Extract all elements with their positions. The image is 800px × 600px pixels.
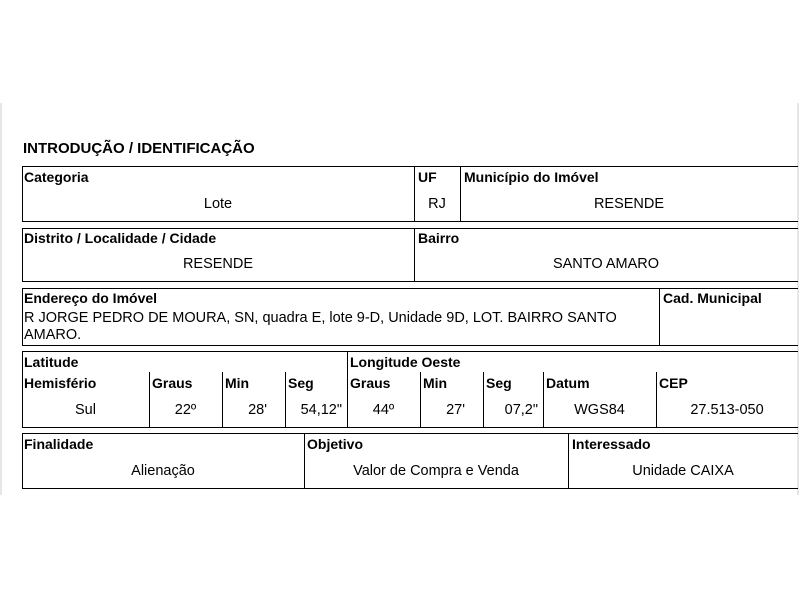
lat-graus-value: 22º <box>174 402 197 418</box>
endereco-label: Endereço do Imóvel <box>24 290 158 306</box>
finalidade-value: Alienação <box>131 463 195 479</box>
uf-value: RJ <box>428 196 446 212</box>
lat-min-label: Min <box>225 375 250 391</box>
cep-value: 27.513-050 <box>690 402 764 418</box>
section-title: INTRODUÇÃO / IDENTIFICAÇÃO <box>23 140 255 157</box>
uf-label: UF <box>418 169 437 185</box>
bairro-value: SANTO AMARO <box>552 256 660 272</box>
page-edge-left <box>0 103 2 495</box>
page-edge-right <box>797 103 799 495</box>
categoria-value: Lote <box>203 196 233 212</box>
lon-min-value: 27' <box>446 402 465 418</box>
lon-graus-label: Graus <box>350 375 391 391</box>
longitude-label: Longitude Oeste <box>350 354 461 370</box>
lat-seg-label: Seg <box>288 375 314 391</box>
lon-seg-label: Seg <box>486 375 512 391</box>
objetivo-label: Objetivo <box>307 436 364 452</box>
categoria-label: Categoria <box>24 169 89 185</box>
lat-seg-value: 54,12" <box>300 402 342 418</box>
datum-label: Datum <box>546 375 590 391</box>
objetivo-value: Valor de Compra e Venda <box>353 463 519 479</box>
hemisferio-label: Hemisfério <box>24 375 97 391</box>
latitude-label: Latitude <box>24 354 79 370</box>
lon-graus-value: 44º <box>372 402 395 418</box>
interessado-label: Interessado <box>572 436 651 452</box>
lon-min-label: Min <box>423 375 448 391</box>
lat-graus-label: Graus <box>152 375 193 391</box>
hemisferio-value: Sul <box>75 402 96 418</box>
endereco-value: R JORGE PEDRO DE MOURA, SN, quadra E, lote 9-D, Unidade 9D, LOT. BAIRRO SANTO AMARO. <box>24 310 617 343</box>
lat-min-value: 28' <box>248 402 267 418</box>
lon-seg-value: 07,2" <box>504 402 538 418</box>
datum-value: WGS84 <box>574 402 625 418</box>
distrito-value: RESENDE <box>182 256 254 272</box>
distrito-label: Distrito / Localidade / Cidade <box>24 230 217 246</box>
bairro-label: Bairro <box>418 230 460 246</box>
interessado-value: Unidade CAIXA <box>632 463 734 479</box>
finalidade-label: Finalidade <box>24 436 94 452</box>
cad-municipal-label: Cad. Municipal <box>663 290 762 306</box>
cep-label: CEP <box>659 375 688 391</box>
municipio-value: RESENDE <box>593 196 665 212</box>
municipio-label: Município do Imóvel <box>464 169 599 185</box>
